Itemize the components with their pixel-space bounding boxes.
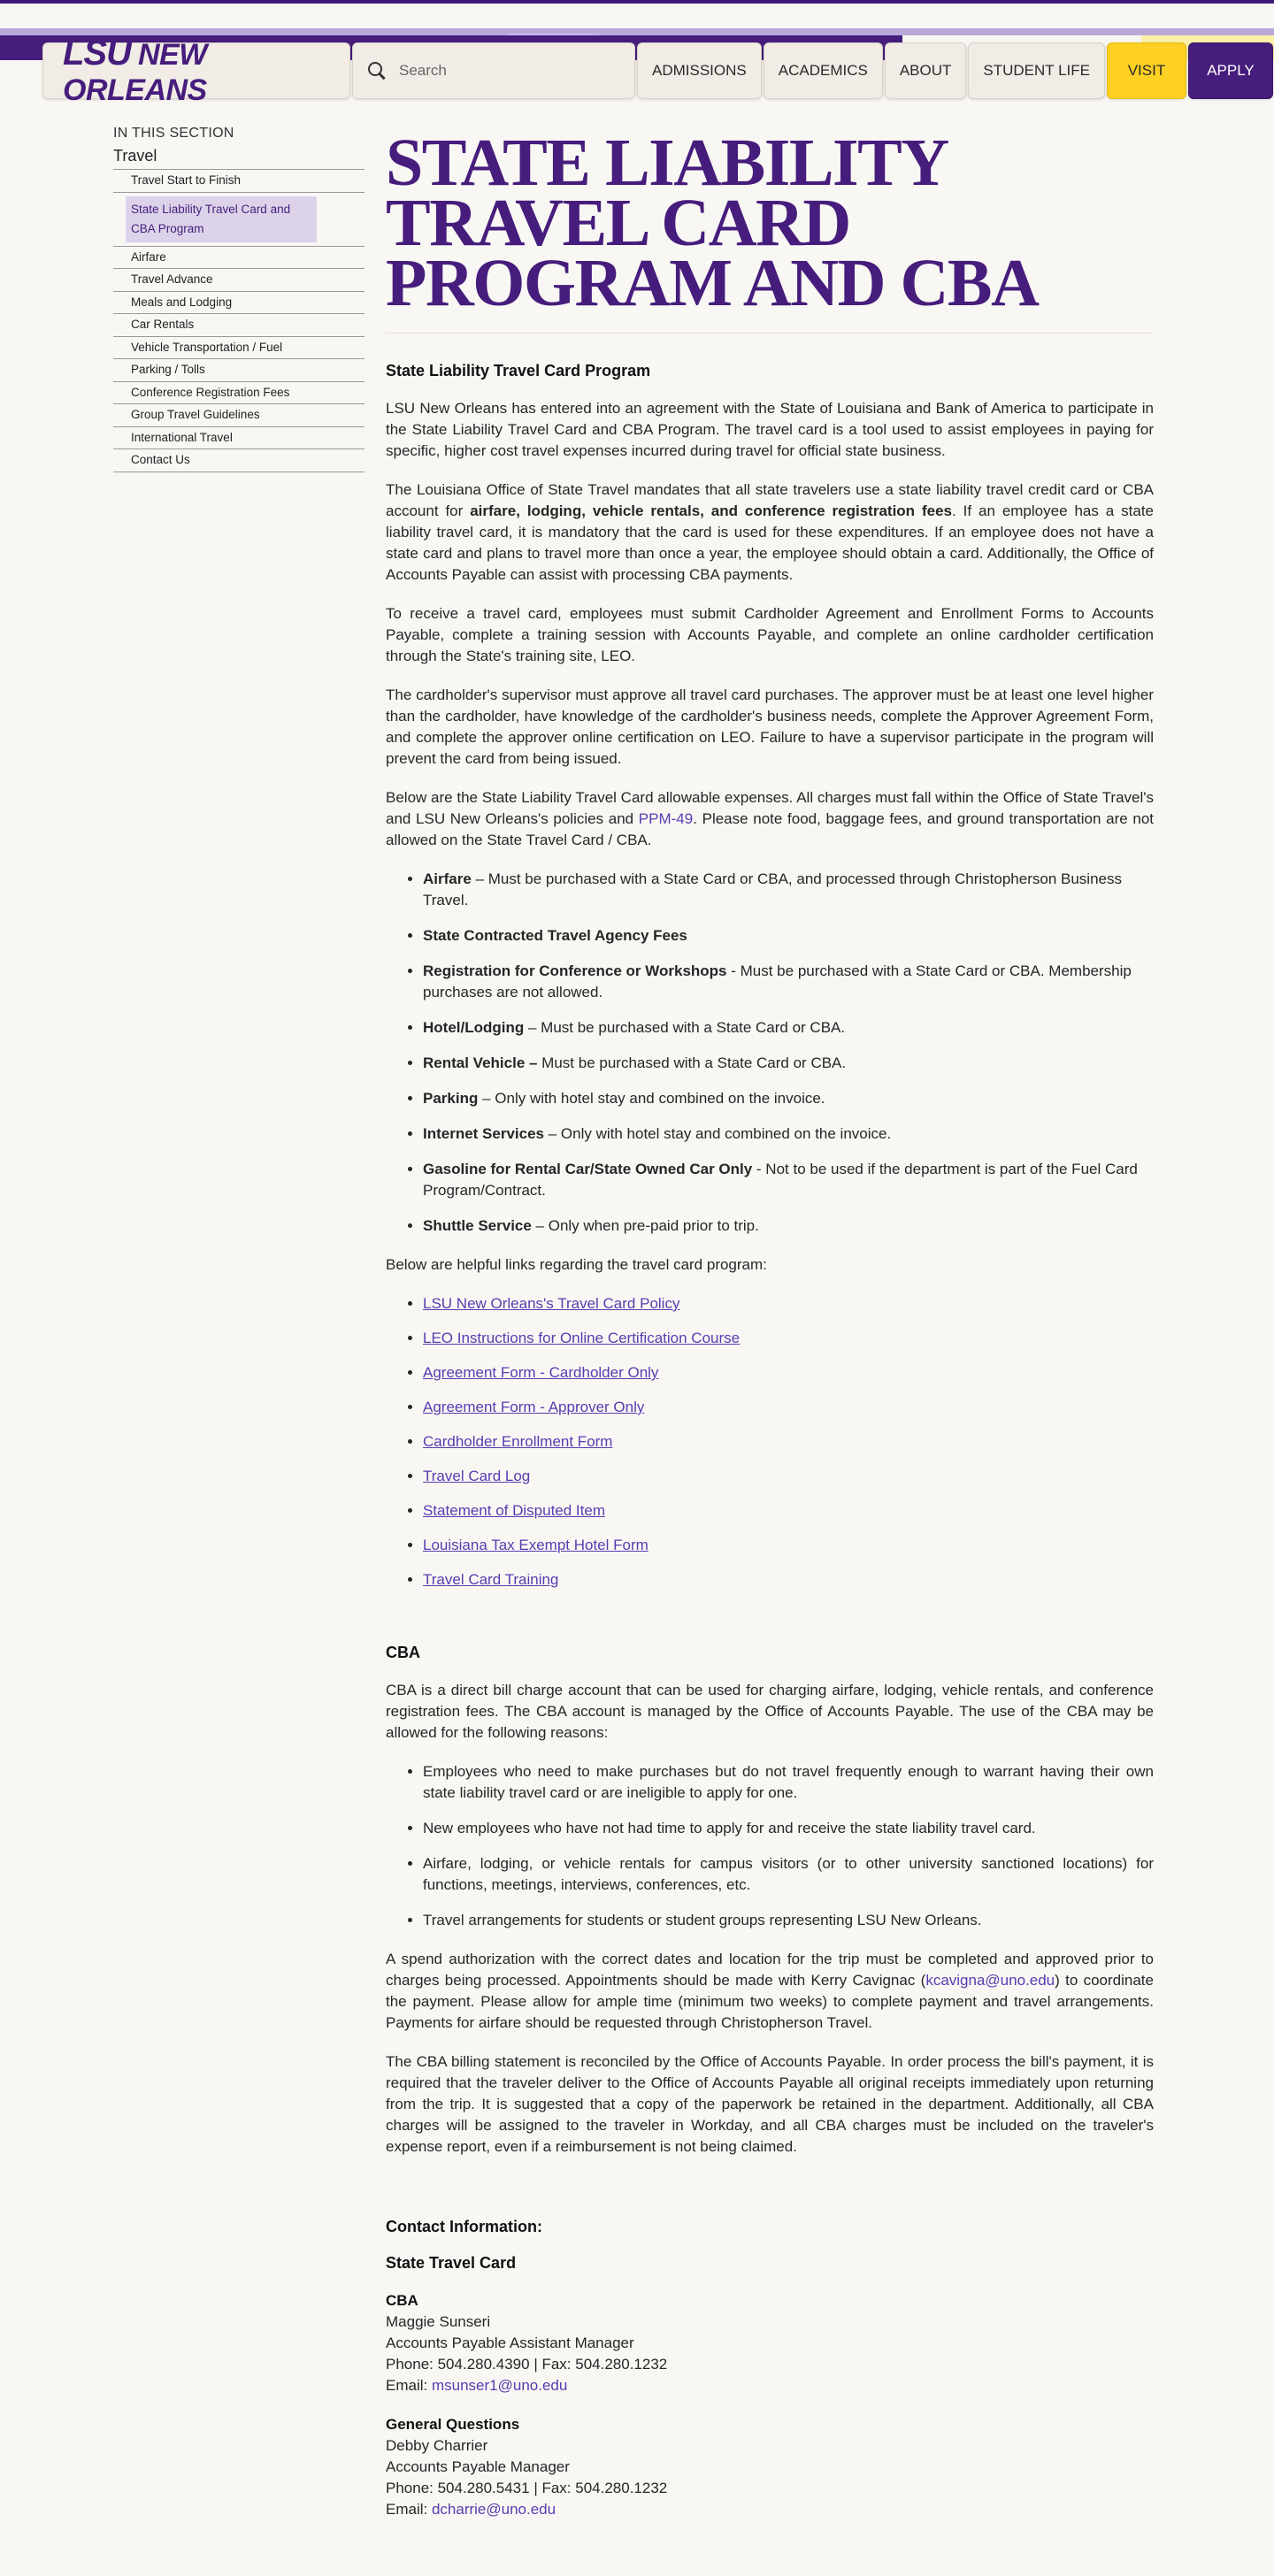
enrollment-form-link[interactable]: Cardholder Enrollment Form (423, 1433, 613, 1450)
section-sidebar (113, 126, 365, 472)
expense-detail: - Must be purchased with a State Card or CBA. Membership purchases are not allowed. (423, 962, 1132, 1000)
expense-detail: Must be purchased with a State Card or CBA. (537, 1054, 847, 1071)
email-label: Email: (386, 2501, 432, 2518)
list-item (423, 961, 1154, 1003)
list-item (423, 925, 1154, 947)
nav-student-life[interactable]: STUDENT LIFE (968, 42, 1105, 99)
msunser1-email-link[interactable]: msunser1@uno.edu (431, 2377, 568, 2394)
expense-name: Internet Services (423, 1125, 545, 1142)
expense-detail: – Only with hotel stay and combined on the invoice. (478, 1090, 825, 1107)
allowable-paragraph (386, 787, 1154, 851)
allowable-text-b: . Please note food, baggage fees, and ground transportation are not allowed on the State Travel Card / CBA. (386, 810, 1154, 848)
list-item (423, 1569, 1154, 1591)
cba-reasons-list (423, 1761, 1154, 1931)
list-item (423, 1500, 1154, 1522)
list-item: • Travel arrangements for students or student groups representing LSU New Orleans. (423, 1910, 1154, 1931)
visit-button[interactable]: VISIT (1107, 42, 1186, 99)
search-icon[interactable] (367, 61, 387, 80)
sidebar-item-travel-card-cba[interactable] (113, 193, 365, 247)
expense-name: Hotel/Lodging (423, 1019, 525, 1036)
title-divider (386, 333, 1154, 334)
sidebar-item-international[interactable]: International Travel (113, 427, 365, 450)
contact-general-phone: Phone: 504.280.5431 | Fax: 504.280.1232 (386, 2480, 668, 2496)
main-content (386, 126, 1154, 2538)
travel-card-log-link[interactable]: Travel Card Log (423, 1468, 531, 1484)
apply-button[interactable]: APPLY (1188, 42, 1273, 99)
sidebar-list (113, 170, 365, 472)
email-label: Email: (386, 2377, 432, 2394)
expense-name: Gasoline for Rental Car/State Owned Car Only (423, 1161, 753, 1177)
spend-text-a: A spend authorization with the correct dates and location for the trip must be completed and approved prior to charges being processed. Appointments should be made with Kerry Cavignac ( (386, 1951, 1154, 1989)
logo-new-orleans: NEW ORLEANS (63, 38, 207, 107)
travel-card-policy-link[interactable]: LSU New Orleans's Travel Card Policy (423, 1295, 680, 1312)
sidebar-item-travel-advance[interactable]: Travel Advance (113, 269, 365, 292)
expense-name: State Contracted Travel Agency Fees (423, 927, 687, 944)
sidebar-item-airfare[interactable]: Airfare (113, 247, 365, 270)
disputed-item-link[interactable]: Statement of Disputed Item (423, 1502, 605, 1519)
contact-general-heading: General Questions (386, 2416, 520, 2433)
list-item (423, 1431, 1154, 1453)
expense-detail: – Only when pre-paid prior to trip. (531, 1217, 759, 1234)
expense-name: Shuttle Service (423, 1217, 532, 1234)
spend-text-b: ) to coordinate the payment. Please allow for ample time (minimum two weeks) to complete payment and travel arrangements. Payments for airfare should be requested through Christopherson Travel. (386, 1972, 1154, 2031)
expense-detail: – Only with hotel stay and combined on the invoice. (544, 1125, 892, 1142)
list-item: • Employees who need to make purchases but do not travel frequently enough to warrant having their own state liability travel card or are ineligible to apply for one. (423, 1761, 1154, 1804)
sidebar-item-label: State Liability Travel Card and CBA Program (126, 196, 317, 242)
list-item (423, 1362, 1154, 1384)
list-item (423, 1123, 1154, 1145)
contact-general-email-row (386, 2499, 1154, 2520)
receive-card-paragraph: To receive a travel card, employees must submit Cardholder Agreement and Enrollment Forms to Accounts Payable, complete a training session with Accounts Payable, and complete an online cardholder certification through the State's training site, LEO. (386, 605, 1154, 664)
list-item: • Airfare, lodging, or vehicle rentals for campus visitors (or to other university sanctioned locations) for functions, meetings, interviews, conferences, etc. (423, 1853, 1154, 1896)
contact-cba-name: Maggie Sunseri (386, 2313, 491, 2330)
contact-general-name: Debby Charrier (386, 2437, 488, 2454)
nav-admissions[interactable]: ADMISSIONS (637, 42, 762, 99)
tax-exempt-hotel-link[interactable]: Louisiana Tax Exempt Hotel Form (423, 1537, 649, 1553)
contact-cba-heading: CBA (386, 2292, 418, 2309)
links-intro: Below are helpful links regarding the travel card program: (386, 1256, 767, 1273)
list-item (423, 1397, 1154, 1418)
mandate-paragraph (386, 479, 1154, 586)
contact-cba-role: Accounts Payable Assistant Manager (386, 2334, 634, 2351)
mandate-text-b: . If an employee has a state liability travel card, it is mandatory that the card is used for these expenditures. If an employee does not have a state card and plans to travel more than once a year, the employee should obtain a card. Additionally, the Office of Accounts Payable can assist with processing CBA payments. (386, 502, 1154, 583)
expense-detail: – Must be purchased with a State Card or CBA, and processed through Christopherson Business Travel. (423, 870, 1122, 908)
top-border-stripe (0, 0, 1274, 4)
section-spacer (386, 2175, 1154, 2218)
list-item (423, 1088, 1154, 1109)
allowable-text-a: Below are the State Liability Travel Card allowable expenses. All charges must fall within the Office of State Travel's and LSU New Orleans's policies and (386, 789, 1154, 827)
cba-heading: CBA (386, 1644, 420, 1661)
ppm-49-link[interactable]: PPM-49 (638, 810, 694, 827)
logo-lsu: LSU (63, 34, 131, 73)
sidebar-item-car-rentals[interactable]: Car Rentals (113, 314, 365, 337)
list-item (423, 1053, 1154, 1074)
approver-agreement-link[interactable]: Agreement Form - Approver Only (423, 1399, 645, 1415)
list-item (423, 1293, 1154, 1315)
kcavigna-email-link[interactable]: kcavigna@uno.edu (925, 1972, 1055, 1989)
sidebar-item-group-travel[interactable]: Group Travel Guidelines (113, 404, 365, 427)
contact-general-role: Accounts Payable Manager (386, 2458, 570, 2475)
site-logo[interactable] (42, 34, 350, 107)
sidebar-item-conference-fees[interactable]: Conference Registration Fees (113, 382, 365, 405)
expense-name: Airfare (423, 870, 472, 887)
section-spacer (386, 1608, 1154, 1644)
site-header (42, 34, 1273, 107)
sidebar-parent-travel[interactable]: Travel (113, 147, 365, 170)
expense-name: Registration for Conference or Workshops (423, 962, 727, 979)
nav-about[interactable]: ABOUT (885, 42, 967, 99)
logo-wordmark (63, 34, 349, 108)
list-item (423, 1466, 1154, 1487)
expense-detail: - Not to be used if the department is part of the Fuel Card Program/Contract. (423, 1161, 1138, 1199)
list-item (423, 869, 1154, 911)
search-input[interactable] (399, 62, 611, 80)
contact-state-card-heading: State Travel Card (386, 2254, 517, 2272)
contact-cba-phone: Phone: 504.280.4390 | Fax: 504.280.1232 (386, 2356, 668, 2373)
intro-paragraph: LSU New Orleans has entered into an agreement with the State of Louisiana and Bank of America to participate in the State Liability Travel Card and CBA Program. The travel card is a tool used to assist employees in paying for specific, higher cost travel expenses incurred during travel for official state business. (386, 400, 1154, 459)
contact-cba (386, 2290, 1154, 2396)
billing-statement-paragraph: The CBA billing statement is reconciled by the Office of Accounts Payable. In order process the bill's payment, it is required that the traveler deliver to the Office of Accounts Payable all original receipts immediately upon returning from the trip. It is suggested that a copy of the paperwork be retained in the department. Additionally, all CBA charges will be assigned to the traveler in Workday, and all CBA charges must be included on the traveler's expense report, even if a reimbursement is not being claimed. (386, 2053, 1154, 2155)
expense-name: Parking (423, 1090, 479, 1107)
sidebar-item-vehicle-fuel[interactable]: Vehicle Transportation / Fuel (113, 337, 365, 360)
list-item (423, 1535, 1154, 1556)
sidebar-section-label: IN THIS SECTION (113, 126, 234, 141)
mandate-bold: airfare, lodging, vehicle rentals, and conference registration fees (470, 502, 952, 519)
travel-card-training-link[interactable]: Travel Card Training (423, 1571, 559, 1588)
list-item: • New employees who have not had time to apply for and receive the state liability travel card. (423, 1818, 1154, 1839)
page-title: STATE LIABILITY TRAVEL CARD PROGRAM AND CBA (386, 126, 1039, 320)
mandate-text-a: The Louisiana Office of State Travel mandates that all state travelers use a state liability travel credit card or CBA account for (386, 481, 1154, 519)
supervisor-paragraph: The cardholder's supervisor must approve all travel card purchases. The approver must be at least one level higher than the cardholder, have knowledge of the cardholder's business needs, complete the Approver Agreement Form, and complete the approver online certification on LEO. Failure to have a supervisor participate in the program will prevent the card from being issued. (386, 686, 1154, 767)
contact-heading: Contact Information: (386, 2218, 542, 2235)
expenses-list (423, 869, 1154, 1237)
sidebar-item-parking-tolls[interactable]: Parking / Tolls (113, 359, 365, 382)
expense-name: Rental Vehicle – (423, 1054, 538, 1071)
helpful-links-list (423, 1293, 1154, 1591)
spend-authorization-paragraph (386, 1949, 1154, 2034)
sidebar-item-travel-start[interactable]: Travel Start to Finish (113, 170, 365, 193)
card-program-heading: State Liability Travel Card Program (386, 362, 651, 380)
search-bar (352, 42, 635, 99)
cba-intro-paragraph: CBA is a direct bill charge account that can be used for charging airfare, lodging, vehicle rentals, and conference registration fees. The CBA account is managed by the Office of Accounts Payable. The use of the CBA may be allowed for the following reasons: (386, 1682, 1154, 1741)
leo-instructions-link[interactable]: LEO Instructions for Online Certification Course (423, 1330, 741, 1346)
cardholder-agreement-link[interactable]: Agreement Form - Cardholder Only (423, 1364, 659, 1381)
dcharrie-email-link[interactable]: dcharrie@uno.edu (431, 2501, 556, 2518)
list-item (423, 1159, 1154, 1201)
list-item (423, 1017, 1154, 1039)
list-item (423, 1215, 1154, 1237)
contact-general (386, 2414, 1154, 2520)
list-item (423, 1328, 1154, 1349)
expense-detail: – Must be purchased with a State Card or CBA. (524, 1019, 846, 1036)
sidebar-item-contact[interactable]: Contact Us (113, 449, 365, 472)
nav-academics[interactable]: ACADEMICS (764, 42, 883, 99)
contact-cba-email-row (386, 2375, 1154, 2396)
sidebar-item-meals-lodging[interactable]: Meals and Lodging (113, 292, 365, 315)
